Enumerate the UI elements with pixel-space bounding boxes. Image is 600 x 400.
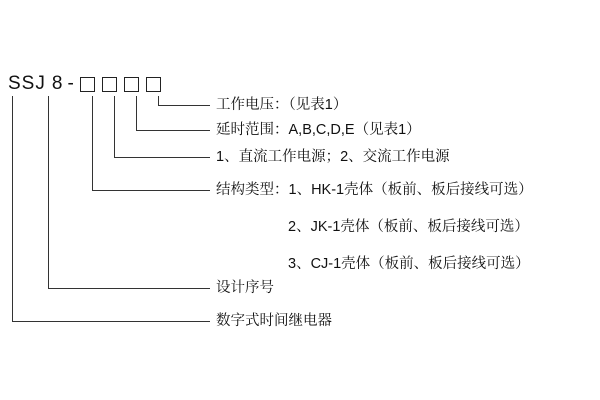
- leader-horizontal-product-name: [12, 321, 210, 322]
- code-box-3: [124, 77, 139, 92]
- leader-horizontal-power-supply: [114, 157, 210, 158]
- leader-vertical-design-serial: [48, 96, 49, 289]
- leader-vertical-power-supply: [114, 96, 115, 158]
- annotation-product-name: 数字式时间继电器: [216, 313, 332, 329]
- leader-horizontal-structure-type: [92, 190, 210, 191]
- annotation-structure-type-2: 2、JK-1壳体（板前、板后接线可选）: [288, 219, 529, 235]
- annotation-power-supply: 1、直流工作电源；2、交流工作电源: [216, 149, 450, 165]
- annotation-design-serial: 设计序号: [216, 280, 274, 296]
- annotation-working-voltage: 工作电压：（见表1）: [216, 97, 348, 113]
- model-code-series: 8: [51, 73, 64, 94]
- leader-vertical-product-name: [12, 96, 13, 322]
- annotation-delay-range: 延时范围：A,B,C,D,E（见表1）: [216, 122, 421, 138]
- code-box-2: [102, 77, 117, 92]
- leader-horizontal-working-voltage: [158, 105, 210, 106]
- leader-horizontal-delay-range: [136, 130, 210, 131]
- model-code-dash: -: [67, 73, 74, 94]
- leader-vertical-delay-range: [136, 96, 137, 131]
- code-box-4: [146, 77, 161, 92]
- annotation-structure-type-1: 结构类型：1、HK-1壳体（板前、板后接线可选）: [216, 182, 533, 198]
- model-code-prefix: SSJ: [8, 73, 46, 94]
- leader-vertical-structure-type: [92, 96, 93, 191]
- annotation-structure-type-3: 3、CJ-1壳体（板前、板后接线可选）: [288, 256, 530, 272]
- leader-horizontal-design-serial: [48, 288, 210, 289]
- code-box-1: [80, 77, 95, 92]
- model-code-row: [8, 72, 168, 96]
